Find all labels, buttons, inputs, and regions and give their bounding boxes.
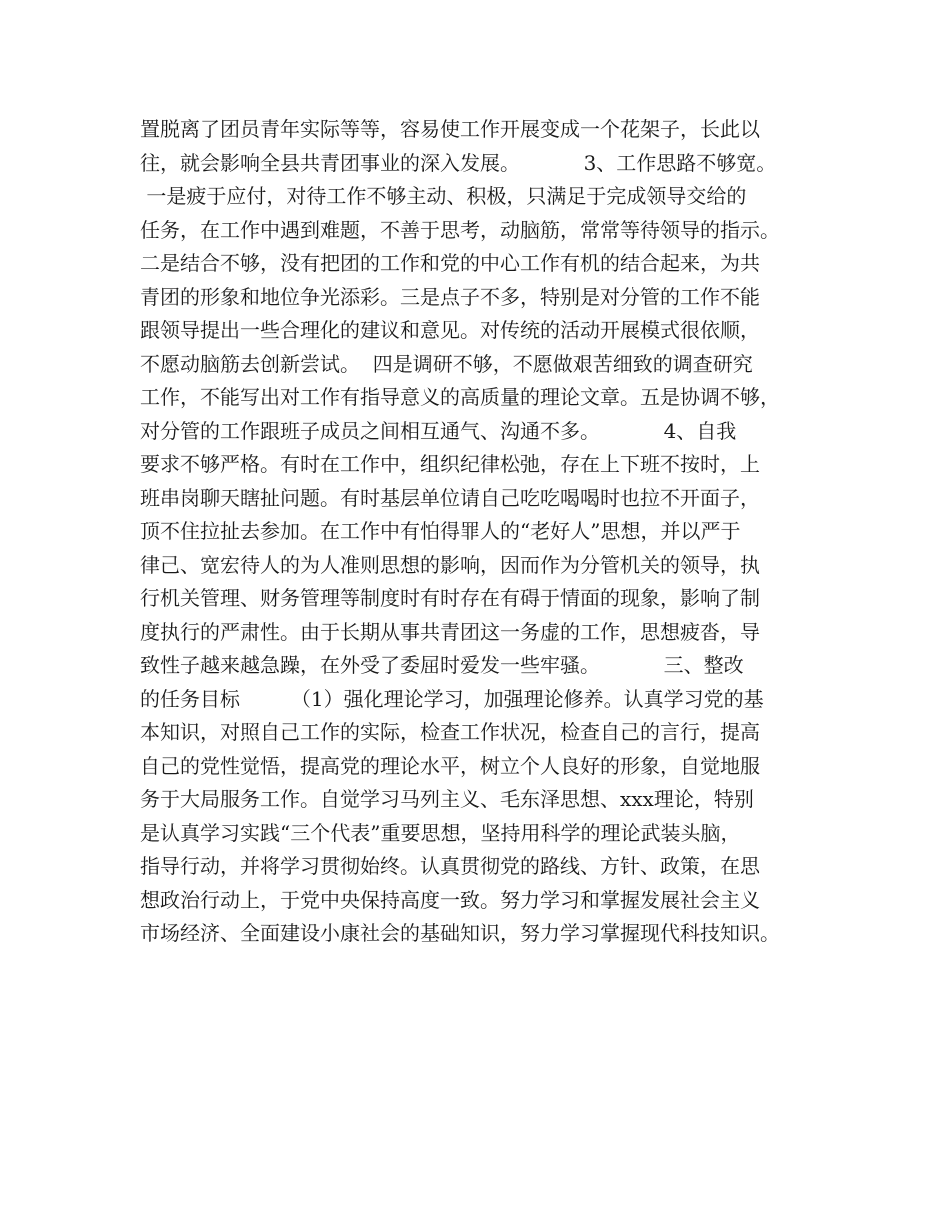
text-line: 任务，在工作中遇到难题，不善于思考，动脑筋，常常等待领导的指示。 — [140, 217, 780, 242]
text-line: 要求不够严格。有时在工作中，组织纪律松弛，存在上下班不按时，上 — [140, 452, 760, 476]
text-line: 指导行动，并将学习贯彻始终。认真贯彻党的路线、方针、政策，在思 — [140, 854, 760, 878]
text-line: 工作，不能写出对工作有指导意义的高质量的理论文章。五是协调不够， — [140, 385, 780, 409]
text-line: 本知识，对照自己工作的实际，检查工作状况，检查自己的言行，提高 — [140, 720, 760, 744]
text-line: 顶不住拉扯去参加。在工作中有怕得罪人的“老好人”思想，并以严于 — [140, 519, 741, 543]
text-line: 是认真学习实践“三个代表”重要思想，坚持用科学的理论武装头脑， — [140, 820, 741, 845]
text-line: 想政治行动上，于党中央保持高度一致。努力学习和掌握发展社会主义 — [140, 887, 760, 912]
text-line: 二是结合不够，没有把团的工作和党的中心工作有机的结合起来，为共 — [140, 251, 760, 275]
text-line: 自己的党性觉悟，提高党的理论水平，树立个人良好的形象，自觉地服 — [140, 753, 760, 778]
body-text — [140, 113, 840, 951]
text-line: 青团的形象和地位争光添彩。三是点子不多，特别是对分管的工作不能 — [140, 284, 760, 309]
text-line: 致性子越来越急躁，在外受了委屈时爱发一些牢骚。 三、整改 — [140, 653, 744, 677]
text-line: 置脱离了团员青年实际等等，容易使工作开展变成一个花架子，长此以 — [140, 117, 760, 141]
text-line: 对分管的工作跟班子成员之间相互通气、沟通不多。 4、自我 — [140, 418, 737, 443]
text-line: 行机关管理、财务管理等制度时有时存在有碍于情面的现象，影响了制 — [140, 586, 760, 610]
text-line: 不愿动脑筋去创新尝试。 四是调研不够，不愿做艰苦细致的调查研究 — [140, 351, 753, 376]
text-line: 跟领导提出一些合理化的建议和意见。对传统的活动开展模式很依顺， — [140, 318, 760, 342]
text-line: 务于大局服务工作。自觉学习马列主义、毛东泽思想、xxx理论，特别 — [140, 787, 754, 811]
text-line: 度执行的严肃性。由于长期从事共青团这一务虚的工作，思想疲沓，导 — [140, 619, 760, 644]
text-line: 班串岗聊天瞎扯问题。有时基层单位请自己吃吃喝喝时也拉不开面子， — [140, 485, 760, 510]
text-line: 一是疲于应付，对待工作不够主动、积极，只满足于完成领导交给的 — [140, 184, 747, 208]
text-line: 往，就会影响全县共青团事业的深入发展。 3、工作思路不够宽。 — [140, 150, 777, 175]
text-line: 的任务目标 （1）强化理论学习，加强理论修养。认真学习党的基 — [140, 686, 764, 711]
text-line: 市场经济、全面建设小康社会的基础知识，努力学习掌握现代科技知识。 — [140, 921, 780, 945]
text-line: 律己、宽宏待人的为人准则思想的影响，因而作为分管机关的领导，执 — [140, 552, 760, 577]
